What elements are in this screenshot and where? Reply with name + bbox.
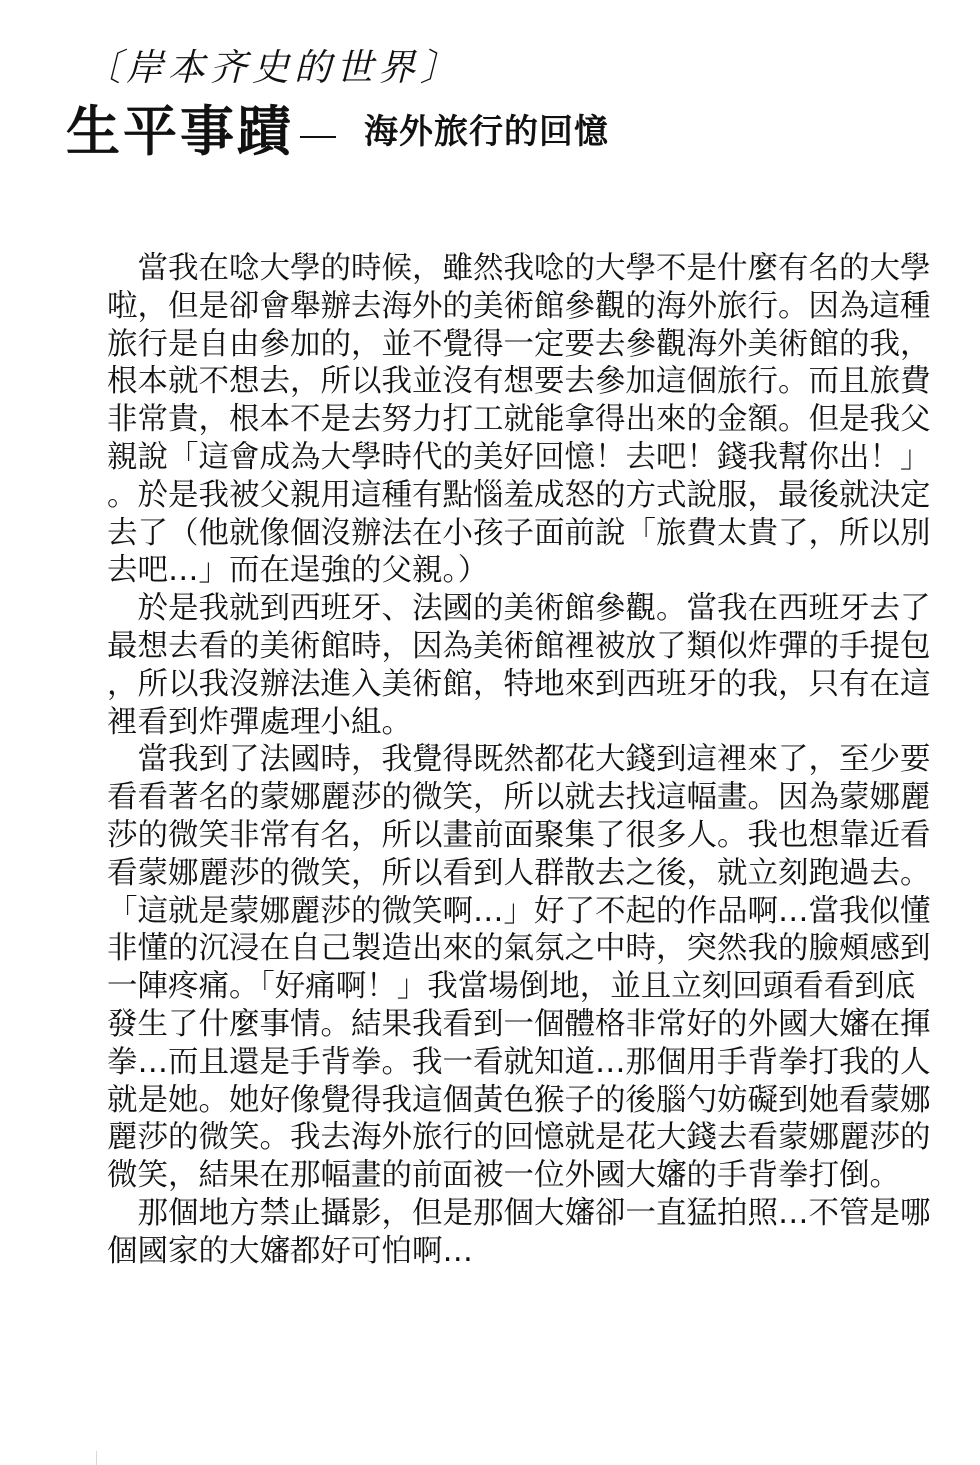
text-line: 發生了什麼事情。結果我看到一個體格非常好的外國大嬸在揮 [107, 1006, 931, 1042]
text-line: 個國家的大嬸都好可怕啊… [107, 1233, 473, 1269]
text-line: 去吧…」而在逞強的父親。） [107, 553, 489, 589]
text-line: 看看著名的蒙娜麗莎的微笑，所以就去找這幅畫。因為蒙娜麗 [107, 780, 931, 816]
text-line: 莎的微笑非常有名，所以畫前面聚集了很多人。我也想靠近看 [107, 817, 931, 853]
text-line: 非懂的沉浸在自己製造出來的氣氛之中時，突然我的臉頰感到 [107, 931, 931, 967]
text-line: 旅行是自由參加的，並不覺得一定要去參觀海外美術館的我， [107, 326, 931, 362]
text-line: 根本就不想去，所以我並沒有想要去參加這個旅行。而且旅費 [107, 364, 931, 400]
series-title: 〔岸本齐史的世界〕 [84, 46, 462, 89]
text-line: 那個地方禁止攝影，但是那個大嬸卻一直猛拍照…不管是哪 [107, 1195, 931, 1231]
text-line: 微笑，結果在那幅畫的前面被一位外國大嬸的手背拳打倒。 [107, 1158, 900, 1194]
text-line: 「這就是蒙娜麗莎的微笑啊…」好了不起的作品啊…當我似懂 [107, 893, 931, 929]
main-title: 生平事蹟 [66, 100, 294, 163]
text-line: 麗莎的微笑。我去海外旅行的回憶就是花大錢去看蒙娜麗莎的 [107, 1120, 931, 1156]
text-line: 最想去看的美術館時，因為美術館裡被放了類似炸彈的手提包 [107, 628, 931, 664]
text-line: 當我在唸大學的時候，雖然我唸的大學不是什麼有名的大學 [107, 251, 931, 286]
subtitle: 海外旅行的回憶 [364, 112, 609, 152]
title-row [66, 100, 609, 163]
text-line: 拳…而且還是手背拳。我一看就知道…那個用手背拳打我的人 [107, 1044, 931, 1080]
text-line: 就是她。她好像覺得我這個黃色猴子的後腦勺妨礙到她看蒙娜 [107, 1082, 931, 1118]
page-fold-mark [96, 1451, 97, 1465]
text-line: 去了（他就像個沒辦法在小孩子面前說「旅費太貴了，所以別 [107, 515, 931, 551]
title-dash [300, 136, 336, 138]
text-line: ，所以我沒辦法進入美術館，特地來到西班牙的我，只有在這 [107, 666, 931, 702]
text-line: 非常貴，根本不是去努力打工就能拿得出來的金額。但是我父 [107, 402, 931, 438]
text-line: 於是我就到西班牙、法國的美術館參觀。當我在西班牙去了 [107, 591, 931, 627]
text-line: 看蒙娜麗莎的微笑，所以看到人群散去之後，就立刻跑過去。 [107, 855, 931, 891]
text-line: 親說「這會成為大學時代的美好回憶！去吧！錢我幫你出！」 [107, 439, 931, 475]
text-line: 一陣疼痛。「好痛啊！」我當場倒地，並且立刻回頭看看到底 [107, 969, 916, 1005]
text-line: 啦，但是卻會舉辦去海外的美術館參觀的海外旅行。因為這種 [107, 288, 931, 324]
text-line: 當我到了法國時，我覺得既然都花大錢到這裡來了，至少要 [107, 742, 931, 778]
body-text [107, 250, 929, 1271]
text-line: 裡看到炸彈處理小組。 [107, 704, 412, 740]
text-line: 。於是我被父親用這種有點惱羞成怒的方式說服，最後就決定 [107, 477, 931, 513]
